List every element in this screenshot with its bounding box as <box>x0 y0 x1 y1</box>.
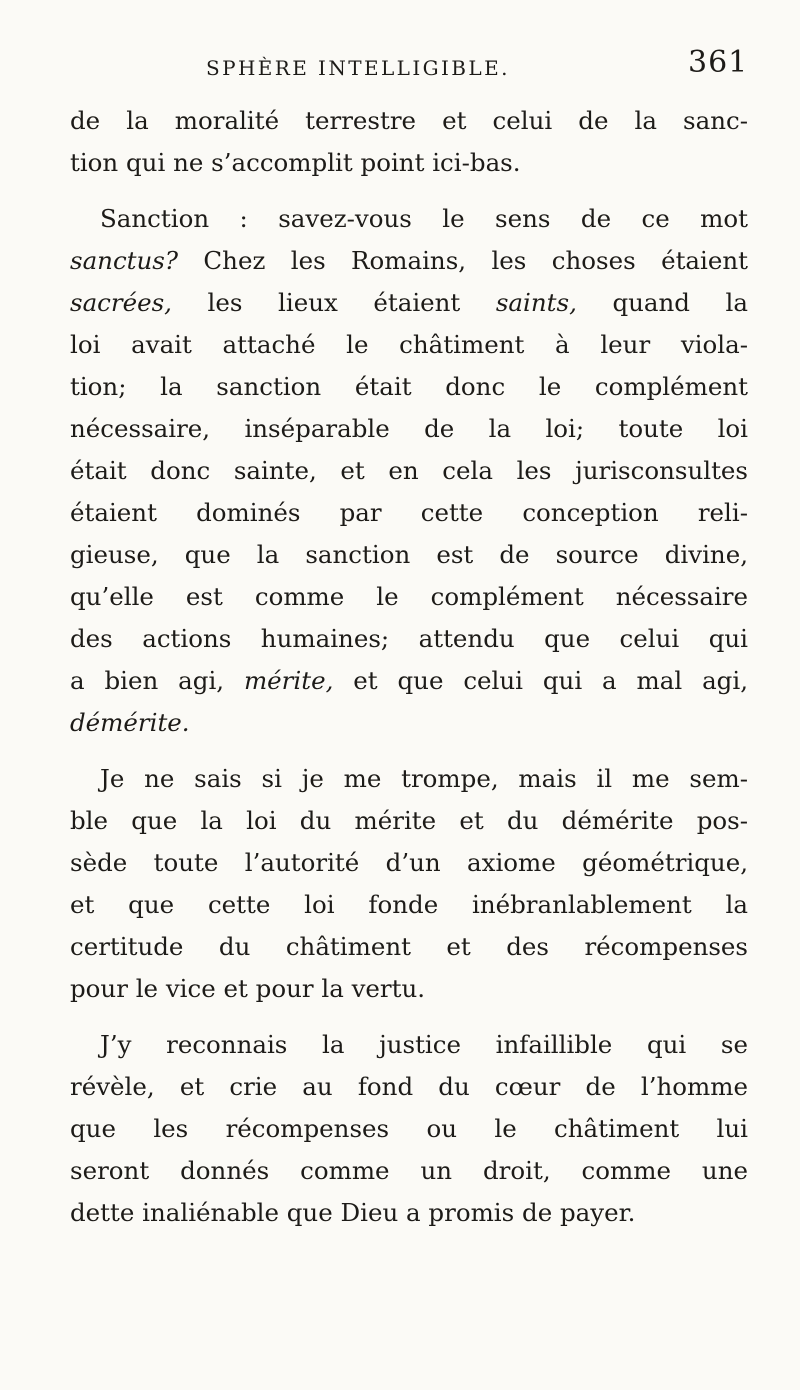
text-run: seront donnés comme un droit, comme une <box>70 1156 748 1185</box>
text-line <box>70 800 748 842</box>
text-run: de la moralité terrestre et celui de la sanc- <box>70 106 748 135</box>
italic-text: sacrées, <box>70 288 172 317</box>
text-run: tion; la sanction était donc le complément <box>70 372 748 401</box>
text-line <box>70 660 748 702</box>
italic-text: mérite, <box>243 666 334 695</box>
text-run: Chez les Romains, les choses étaient <box>178 246 748 275</box>
text-line <box>70 1024 748 1066</box>
text-run: tion qui ne s’accomplit point ici-bas. <box>70 148 521 177</box>
text-line <box>70 926 748 968</box>
text-line <box>70 450 748 492</box>
text-run: loi avait attaché le châtiment à leur viola- <box>70 330 748 359</box>
text-run: était donc sainte, et en cela les jurisconsultes <box>70 456 748 485</box>
text-line <box>70 198 748 240</box>
text-line <box>70 534 748 576</box>
text-run: et que celui qui a mal agi, <box>333 666 748 695</box>
text-line <box>70 142 748 184</box>
page-number: 361 <box>688 45 749 80</box>
text-run: des actions humaines; attendu que celui qui <box>70 624 748 653</box>
text-run: révèle, et crie au fond du cœur de l’homme <box>70 1072 748 1101</box>
paragraph <box>70 100 748 184</box>
text-line <box>70 1150 748 1192</box>
text-run: gieuse, que la sanction est de source divine, <box>70 540 748 569</box>
text-line <box>70 366 748 408</box>
text-run: nécessaire, inséparable de la loi; toute loi <box>70 414 748 443</box>
text-run: pour le vice et pour la vertu. <box>70 974 426 1003</box>
text-run: qu’elle est comme le complément nécessaire <box>70 582 748 611</box>
italic-text: saints, <box>495 288 577 317</box>
text-run: et que cette loi fonde inébranlablement la <box>70 890 748 919</box>
text-run: Sanction : savez-vous le sens de ce mot <box>100 204 748 233</box>
paragraph-gap <box>70 184 748 198</box>
text-run: a bien agi, <box>70 666 244 695</box>
text-run: ble que la loi du mérite et du démérite pos- <box>70 806 748 835</box>
text-run: que les récompenses ou le châtiment lui <box>70 1114 748 1143</box>
text-run: certitude du châtiment et des récompenses <box>70 932 748 961</box>
text-line <box>70 408 748 450</box>
italic-text: démérite. <box>70 708 190 737</box>
text-line <box>70 576 748 618</box>
text-line <box>70 968 748 1010</box>
text-line <box>70 884 748 926</box>
text-run: quand la <box>576 288 748 317</box>
text-line <box>70 1108 748 1150</box>
running-head: SPHÈRE INTELLIGIBLE. <box>206 56 510 80</box>
body-text <box>70 100 748 1234</box>
text-line <box>70 618 748 660</box>
paragraph-gap <box>70 1010 748 1024</box>
text-run: J’y reconnais la justice infaillible qui se <box>100 1030 748 1059</box>
text-run: Je ne sais si je me trompe, mais il me sem- <box>100 764 748 793</box>
paragraph <box>70 198 748 744</box>
text-line <box>70 324 748 366</box>
text-line <box>70 282 748 324</box>
text-line <box>70 842 748 884</box>
paragraph <box>70 758 748 1010</box>
paragraph-gap <box>70 744 748 758</box>
text-line <box>70 702 748 744</box>
text-line <box>70 1192 748 1234</box>
text-run: les lieux étaient <box>171 288 496 317</box>
paragraph <box>70 1024 748 1234</box>
text-run: étaient dominés par cette conception reli- <box>70 498 748 527</box>
text-line <box>70 758 748 800</box>
italic-text: sanctus? <box>70 246 179 275</box>
text-line <box>70 100 748 142</box>
text-run: sède toute l’autorité d’un axiome géométrique, <box>70 848 748 877</box>
text-line <box>70 1066 748 1108</box>
text-line <box>70 492 748 534</box>
text-run: dette inaliénable que Dieu a promis de payer. <box>70 1198 636 1227</box>
text-line <box>70 240 748 282</box>
